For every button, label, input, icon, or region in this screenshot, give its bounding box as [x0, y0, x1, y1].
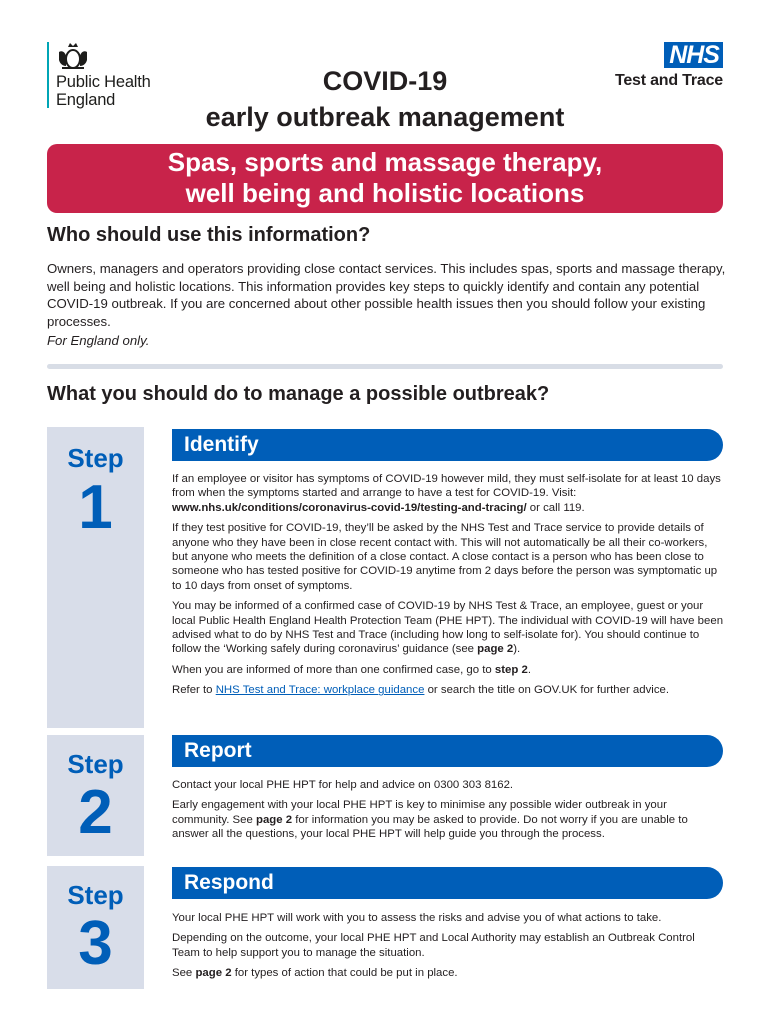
- step-1-title: Identify: [172, 429, 723, 461]
- banner-line2: well being and holistic locations: [185, 178, 585, 208]
- step-3-body: [172, 911, 724, 987]
- step-3-box: [47, 866, 144, 989]
- text: You may be informed of a confirmed case of COVID-19 by NHS Test & Trace, an employee, guest or your local Public Health England Health Protection Team (PHE HPT). The individual with COVID-19 will have been advised what to do by NHS Test and Trace (including how long to self-isolate for). You should continue to follow the ‘Working safely during coronavirus’ guidance (see: [172, 600, 724, 656]
- step-1-box: [47, 427, 144, 728]
- step-2-para-1: Contact your local PHE HPT for help and advice on 0300 303 8162.: [172, 779, 514, 791]
- text: .: [527, 663, 532, 676]
- text: for types of action that could be put in place.: [231, 967, 458, 980]
- sector-banner: [47, 144, 723, 213]
- testing-url: www.nhs.uk/conditions/coronavirus-covid-19/testing-and-tracing/: [172, 501, 527, 514]
- page-ref: page 2: [195, 967, 232, 980]
- step-2-word: Step: [67, 749, 124, 779]
- step-2-box: [47, 735, 144, 856]
- page-ref: page 2: [477, 643, 514, 656]
- workplace-guidance-link[interactable]: NHS Test and Trace: workplace guidance: [215, 684, 425, 697]
- nhs-service-name: Test and Trace: [614, 72, 723, 89]
- banner-line1: Spas, sports and massage therapy,: [167, 147, 603, 177]
- intro-section: [47, 260, 727, 350]
- step-ref: step 2: [494, 663, 528, 676]
- text: If an employee or visitor has symptoms of COVID-19 however mild, they must self-isolate for at least 10 days from when the symptoms started and arrange to have a test for COVID-19. Visit:: [172, 473, 721, 500]
- text: or search the title on GOV.UK for further advice.: [424, 684, 670, 697]
- text: When you are informed of more than one confirmed case, go to: [172, 663, 495, 676]
- section-divider: [47, 364, 723, 369]
- nhs-logo: NHS: [664, 42, 723, 68]
- text: ).: [513, 643, 521, 656]
- step-3-number: 3: [78, 909, 113, 978]
- title-line2: early outbreak management: [205, 102, 565, 132]
- step-1-para-1: [172, 472, 724, 515]
- step-3-title: Respond: [172, 867, 723, 899]
- step-3-word: Step: [67, 880, 124, 910]
- step-2-number: 2: [78, 778, 113, 847]
- text: See: [172, 967, 196, 980]
- step-2-title: Report: [172, 735, 723, 767]
- page-title: [0, 63, 770, 135]
- intro-body: Owners, managers and operators providing close contact services. This includes spas, sports and massage therapy, well being and holistic locations. This information provides key steps to quickly identify and contain any potential COVID-19 outbreak. If you are concerned about other possible health issues then you should follow your existing processes.: [47, 261, 726, 329]
- step-1-para-4: [172, 663, 724, 677]
- manage-heading: What you should do to manage a possible outbreak?: [47, 383, 550, 405]
- step-2-body: [172, 778, 724, 848]
- text: for information you may be asked to provide. Do not worry if you are unable to answer all the questions, your local PHE HPT will help guide you through the process.: [172, 813, 688, 841]
- step-1-para-3: [172, 599, 724, 657]
- step-2-para-2: [172, 798, 724, 841]
- step-3-para-3: [172, 966, 724, 980]
- title-line1: COVID-19: [322, 66, 448, 96]
- page-ref: page 2: [255, 813, 293, 826]
- text: Refer to: [172, 684, 216, 697]
- step-1-number: 1: [78, 473, 113, 542]
- england-only-note: For England only.: [47, 333, 150, 348]
- step-1-body: [172, 472, 724, 704]
- org-name-line1: Public Health: [56, 73, 151, 91]
- text: Early engagement with your local PHE HPT is key to minimise any possible wider outbreak in your community. See: [172, 799, 667, 826]
- step-1-word: Step: [67, 443, 124, 473]
- step-1-para-2: If they test positive for COVID-19, they’ll be asked by the NHS Test and Trace service to provide details of anyone who they have been in close recent contact with. This will not automatically be all their co-workers, but anyone who meets the definition of a close contact. A close contact is a person who has been close to someone who has tested positive for COVID-19 anytime from 2 days before the person was symptomatic up to 10 days from onset of symptoms.: [172, 522, 718, 592]
- who-heading: Who should use this information?: [47, 224, 371, 246]
- step-1-para-5: [172, 683, 724, 697]
- org-name-line2: England: [56, 91, 116, 109]
- text: or call 119.: [526, 501, 585, 514]
- step-3-para-1: Your local PHE HPT will work with you to assess the risks and advise you of what actions to take.: [172, 912, 662, 924]
- step-3-para-2: Depending on the outcome, your local PHE HPT and Local Authority may establish an Outbreak Control Team to help support you to manage the situation.: [172, 932, 695, 959]
